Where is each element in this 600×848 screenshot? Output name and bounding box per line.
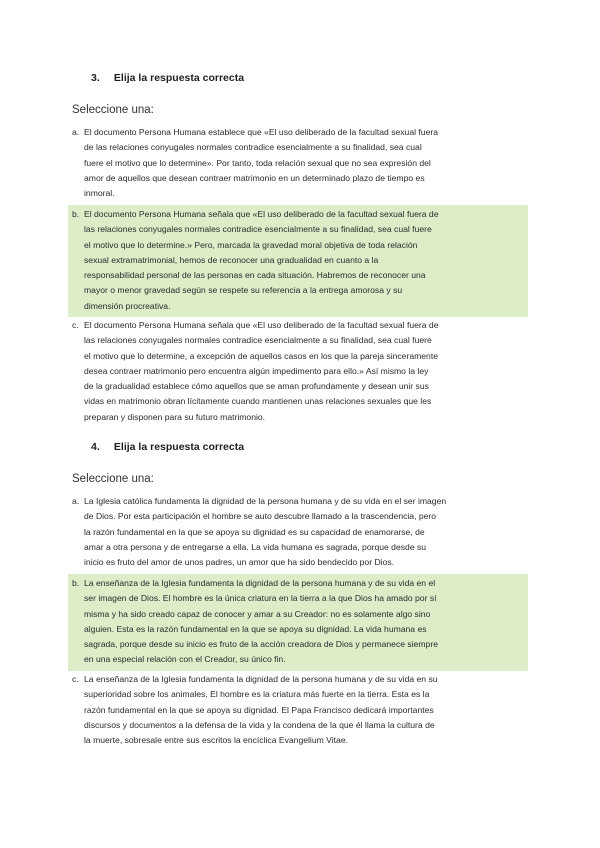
option-letter: c. [72,674,79,684]
option-text: La enseñanza de la Iglesia fundamenta la dignidad de la persona humana y de su vida en el ser imagen de Dios. El hombre es la única criatura en la tierra a la que Dios ha amado por sí misma y ha sido creado capaz de conocer y amar a su Creador: no es solamente algo sino alguien. Esta es la razón fundamental en la que se apoya su dignidad. La vida humana es sagrada, porque desde su inicio es fruto de la acción creadora de Dios y permanece siempre en una especial relación con el Creador, su único fin. [84,578,438,665]
question-number: 3. [91,72,100,84]
question-number: 4. [91,441,100,453]
question-3-title [91,72,244,84]
option-text: El documento Persona Humana señala que «El uso deliberado de la facultad sexual fuera de las relaciones conyugales normales contradice esencialmente a su finalidad, sea cual fuere el motivo que lo determine, a excepción de aquellos casos en los que la pareja sinceramente desea contraer matrimonio pero encuentra algún impedimento para ello.» Así mismo la ley de la gradualidad establece cómo aquellos que se aman profundamente y desean unir sus vidas en matrimonio obran lícitamente cuando mantienen unas relaciones sexuales que les preparan y disponen para su futuro matrimonio. [84,320,439,422]
option-letter: b. [72,578,80,588]
option-text: El documento Persona Humana establece que «El uso deliberado de la facultad sexual fuera de las relaciones conyugales normales contradice esencialmente a su finalidad, sea cual fuere el motivo que lo determine». Por tanto, toda relación sexual que no sea expresión del amor de aquellos que desean contraer matrimonio en un determinado plazo de tiempo es inmoral. [84,127,439,199]
option-letter: b. [72,209,80,219]
option-letter: a. [72,496,80,506]
question-3-prompt: Seleccione una: [72,104,154,116]
q4-option-c[interactable] [68,672,528,748]
option-text: La enseñanza de la Iglesia fundamenta la dignidad de la persona humana y de su vida en su superioridad sobre los animales. El hombre es la criatura más fuerte en la tierra. Esta es la razón fundamental en la que se apoya su dignidad. El Papa Francisco dedicará importantes discursos y documentos a la defensa de la vida y la condena de la que él llama la cultura de la muerte, sobresale entre sus escritos la encíclica Evangelium Vitae. [84,674,438,746]
q4-option-a[interactable] [68,494,528,570]
q3-option-b[interactable] [68,205,528,317]
question-title-text: Elija la respuesta correcta [113,441,245,453]
question-4-prompt: Seleccione una: [72,473,154,485]
question-title-text: Elija la respuesta correcta [113,72,245,84]
option-text: El documento Persona Humana señala que «El uso deliberado de la facultad sexual fuera de las relaciones conyugales normales contradice esencialmente a su finalidad, sea cual fuere el motivo que lo determine.» Pero, marcada la gravedad moral objetiva de toda relación sexual extramatrimonial, hemos de reconocer una gradualidad en cuanto a la responsabilidad personal de las personas en cada situación. Habremos de reconocer una mayor o menor gravedad según se respete su referencia a la entrega amorosa y su dimensión procreativa. [84,209,439,311]
option-text: La Iglesia católica fundamenta la dignidad de la persona humana y de su vida en el ser imagen de Dios. Por esta participación el hombre se auto descubre llamado a la trascendencia, pero la razón fundamental en la que se apoya su dignidad es su capacidad de enamorarse, de amar a otra persona y de entregarse a ella. La vida humana es sagrada, porque desde su inicio es fruto del amor de unos padres, un amor que ha sido bendecido por Dios. [84,496,447,568]
question-4-title [91,441,244,453]
option-letter: a. [72,127,80,137]
option-letter: c. [72,320,79,330]
q3-option-a[interactable] [68,125,528,201]
q4-option-b[interactable] [68,574,528,671]
q3-option-c[interactable] [68,318,528,425]
